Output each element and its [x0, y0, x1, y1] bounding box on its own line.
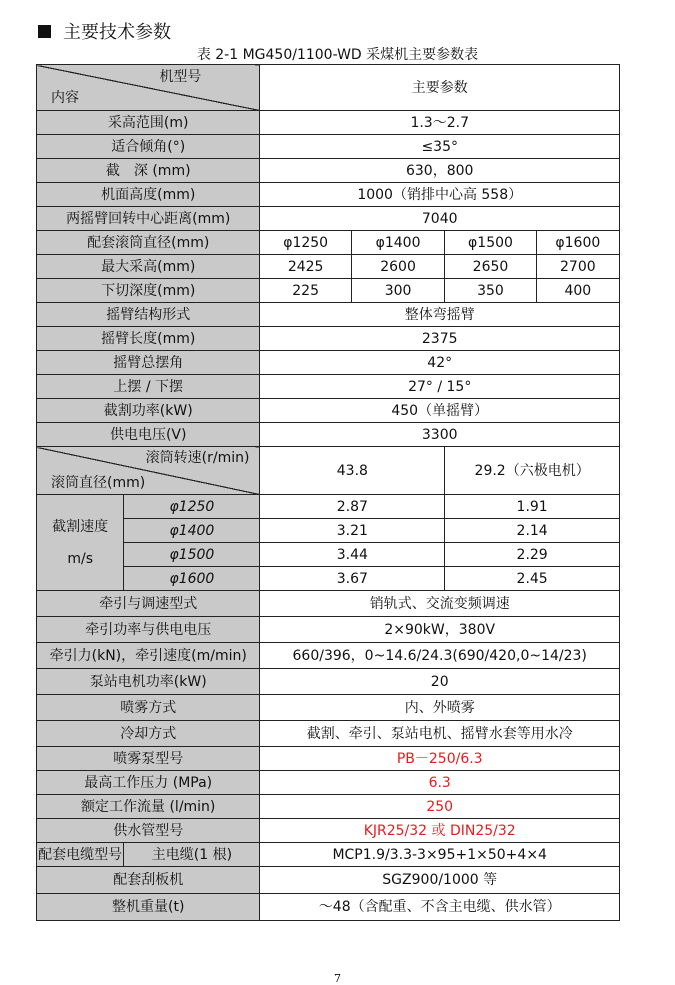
- param-value: 2×90kW，380V: [260, 617, 620, 643]
- param-label: 采高范围(m): [37, 111, 260, 135]
- table-row: [37, 643, 620, 669]
- param-value: 6.3: [260, 771, 620, 795]
- table-row: [37, 207, 620, 231]
- param-value: 整体弯摇臂: [260, 303, 620, 327]
- table-row: [37, 65, 620, 111]
- cut-speed-v2: 2.14: [445, 519, 620, 543]
- param-value: 27° / 15°: [260, 375, 620, 399]
- cut-speed-diameter: φ1250: [124, 495, 260, 519]
- param-label: 上摆 / 下摆: [37, 375, 260, 399]
- table-caption: 表 2-1 MG450/1100-WD 采煤机主要参数表: [196, 47, 479, 63]
- param-label: 配套刮板机: [37, 867, 260, 894]
- param-label: 供电电压(V): [37, 423, 260, 447]
- table-row: [37, 231, 620, 255]
- param-value: 7040: [260, 207, 620, 231]
- table-row: [37, 135, 620, 159]
- drum-value: 2700: [536, 255, 619, 279]
- param-value: ≤35°: [260, 135, 620, 159]
- param-label: 两摇臂回转中心距离(mm): [37, 207, 260, 231]
- param-label: 牵引功率与供电电压: [37, 617, 260, 643]
- table-row: [37, 303, 620, 327]
- header-main-params: 主要参数: [260, 65, 620, 111]
- param-label: 最高工作压力 (MPa): [37, 771, 260, 795]
- table-row: [37, 567, 620, 591]
- param-value: 630，800: [260, 159, 620, 183]
- param-value: 42°: [260, 351, 620, 375]
- cut-speed-diameter: φ1600: [124, 567, 260, 591]
- table-row: [37, 843, 620, 867]
- cut-speed-v2: 1.91: [445, 495, 620, 519]
- table-row: [37, 327, 620, 351]
- section-heading: [38, 18, 171, 44]
- speed-bottom-label: 滚筒直径(mm): [51, 475, 146, 491]
- param-value: 3300: [260, 423, 620, 447]
- param-label: 摇臂总摆角: [37, 351, 260, 375]
- param-value: 250: [260, 795, 620, 819]
- drum-label: 下切深度(mm): [37, 279, 260, 303]
- speed-col1: 43.8: [260, 447, 445, 495]
- cable-label: 配套电缆型号: [37, 843, 124, 867]
- drum-value: φ1250: [260, 231, 351, 255]
- drum-value: 2600: [351, 255, 444, 279]
- param-value: 2375: [260, 327, 620, 351]
- drum-value: φ1600: [536, 231, 619, 255]
- table-row: [37, 795, 620, 819]
- param-label: 摇臂结构形式: [37, 303, 260, 327]
- header-content-label: 内容: [51, 90, 79, 106]
- param-label: 喷雾泵型号: [37, 747, 260, 771]
- table-row: [37, 894, 620, 921]
- param-label: 机面高度(mm): [37, 183, 260, 207]
- table-row: [37, 695, 620, 721]
- drum-value: 2425: [260, 255, 351, 279]
- drum-value: 2650: [445, 255, 536, 279]
- drum-label: 配套滚筒直径(mm): [37, 231, 260, 255]
- table-row: [37, 747, 620, 771]
- table-row: [37, 255, 620, 279]
- table-row: [37, 669, 620, 695]
- param-value: 1.3～2.7: [260, 111, 620, 135]
- param-value: SGZ900/1000 等: [260, 867, 620, 894]
- table-row: [37, 771, 620, 795]
- cut-speed-label: [37, 495, 124, 591]
- table-row: [37, 617, 620, 643]
- param-value: 截割、牵引、泵站电机、摇臂水套等用水冷: [260, 721, 620, 747]
- cut-speed-v1: 3.67: [260, 567, 445, 591]
- cut-speed-v2: 2.45: [445, 567, 620, 591]
- cut-speed-v2: 2.29: [445, 543, 620, 567]
- cut-speed-diameter: φ1500: [124, 543, 260, 567]
- param-value: 660/396，0~14.6/24.3(690/420,0~14/23): [260, 643, 620, 669]
- param-label: 摇臂长度(mm): [37, 327, 260, 351]
- param-label: 截割功率(kW): [37, 399, 260, 423]
- drum-value: φ1400: [351, 231, 444, 255]
- speed-top-label: 滚筒转速(r/min): [145, 450, 250, 466]
- speed-diagonal-cell: [37, 447, 260, 495]
- param-value: 内、外喷雾: [260, 695, 620, 721]
- drum-value: φ1500: [445, 231, 536, 255]
- param-value: PB－250/6.3: [260, 747, 620, 771]
- spec-table: [36, 64, 620, 921]
- drum-label: 最大采高(mm): [37, 255, 260, 279]
- cut-speed-v1: 3.21: [260, 519, 445, 543]
- param-label: 额定工作流量 (l/min): [37, 795, 260, 819]
- cut-speed-v1: 3.44: [260, 543, 445, 567]
- page-number: 7: [334, 972, 341, 985]
- param-value: KJR25/32 或 DIN25/32: [260, 819, 620, 843]
- table-row: [37, 819, 620, 843]
- param-label: 牵引与调速型式: [37, 591, 260, 617]
- table-row: [37, 447, 620, 495]
- param-label: 喷雾方式: [37, 695, 260, 721]
- param-value: 450（单摇臂）: [260, 399, 620, 423]
- section-title: 主要技术参数: [63, 22, 171, 43]
- table-row: [37, 423, 620, 447]
- table-row: [37, 867, 620, 894]
- param-label: 供水管型号: [37, 819, 260, 843]
- param-label: 冷却方式: [37, 721, 260, 747]
- param-label: 牵引力(kN)，牵引速度(m/min): [37, 643, 260, 669]
- param-value: 20: [260, 669, 620, 695]
- param-value: ～48（含配重、不含主电缆、供水管）: [260, 894, 620, 921]
- cable-value: MCP1.9/3.3-3×95+1×50+4×4: [260, 843, 620, 867]
- param-label: 截 深 (mm): [37, 159, 260, 183]
- param-value: 销轨式、交流变频调速: [260, 591, 620, 617]
- table-row: [37, 495, 620, 519]
- drum-value: 300: [351, 279, 444, 303]
- cable-sub-label: 主电缆(1 根): [124, 843, 260, 867]
- table-row: [37, 543, 620, 567]
- param-label: 泵站电机功率(kW): [37, 669, 260, 695]
- table-row: [37, 591, 620, 617]
- table-row: [37, 399, 620, 423]
- header-diagonal-cell: [37, 65, 260, 111]
- drum-value: 225: [260, 279, 351, 303]
- drum-value: 400: [536, 279, 619, 303]
- drum-value: 350: [445, 279, 536, 303]
- table-row: [37, 375, 620, 399]
- param-label: 适合倾角(°): [37, 135, 260, 159]
- cut-speed-label-line1: 截割速度: [52, 518, 109, 535]
- param-label: 整机重量(t): [37, 894, 260, 921]
- cut-speed-diameter: φ1400: [124, 519, 260, 543]
- cut-speed-v1: 2.87: [260, 495, 445, 519]
- table-row: [37, 279, 620, 303]
- bullet-square-icon: [38, 25, 51, 38]
- table-row: [37, 111, 620, 135]
- table-row: [37, 519, 620, 543]
- table-row: [37, 183, 620, 207]
- header-model-label: 机型号: [159, 69, 202, 85]
- speed-col2: 29.2（六极电机）: [445, 447, 620, 495]
- cut-speed-label-line2: m/s: [67, 550, 93, 567]
- table-row: [37, 351, 620, 375]
- table-row: [37, 721, 620, 747]
- table-row: [37, 159, 620, 183]
- param-value: 1000（销排中心高 558）: [260, 183, 620, 207]
